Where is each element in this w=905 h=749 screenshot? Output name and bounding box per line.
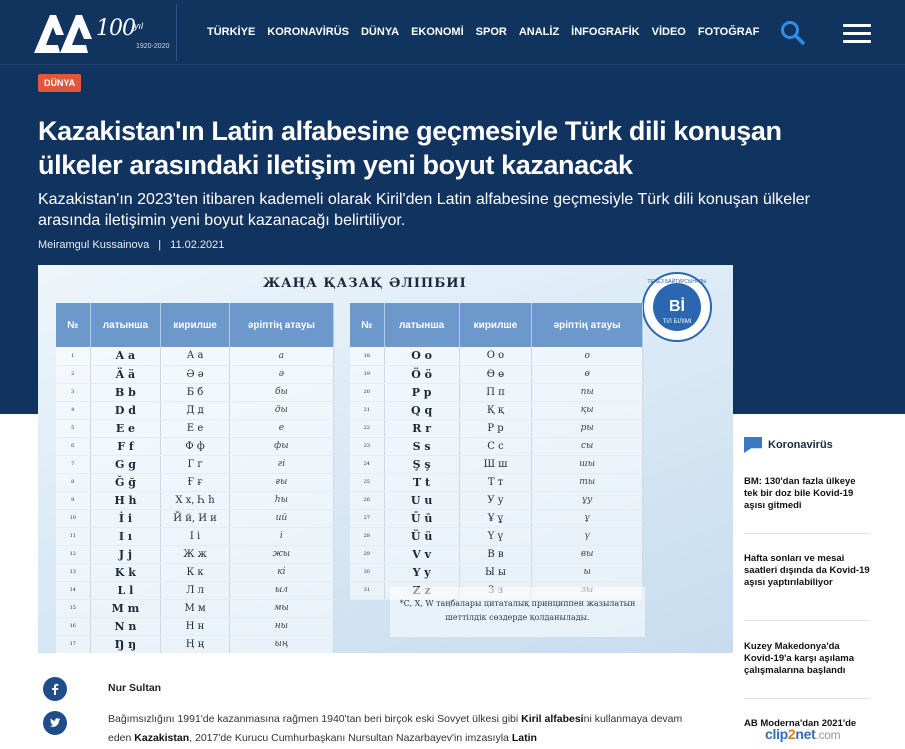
letter-name: сы [532,437,643,455]
letter-name: жы [229,545,333,563]
letter-number: 27 [350,509,384,527]
col-header-letter-name: әріптің атауы [229,303,333,347]
letter-name: ұу [532,491,643,509]
cyrillic-letter: Б б [161,383,229,401]
cyrillic-letter: П п [459,383,532,401]
cyrillic-letter: С с [459,437,532,455]
aa-logo[interactable] [32,11,92,55]
letter-name: ыл [229,581,333,599]
col-header-latin: латынша [90,303,161,347]
letter-name: вы [532,545,643,563]
cyrillic-letter: Қ қ [459,401,532,419]
letter-number: 28 [350,527,384,545]
cyrillic-letter: Й й, И и [161,509,229,527]
search-icon[interactable] [780,20,806,46]
cyrillic-letter: Ұ ұ [459,509,532,527]
table-footnote: *C, X, W таңбалары цитаталық принциппен жазылатын шеттілдік сөздерде қолданылады. [390,587,645,637]
alphabet-row [350,455,643,473]
letter-number: 22 [350,419,384,437]
cyrillic-letter: М м [161,599,229,617]
letter-name: шы [532,455,643,473]
centennial-badge [96,16,176,56]
category-badge[interactable]: DÜNYA [38,74,81,92]
col-header-letter-name: әріптің атауы [532,303,643,347]
centennial-number: 100 [96,16,135,41]
latin-letter: K k [90,563,161,581]
latin-letter: O o [384,347,459,365]
col-header-latin: латынша [384,303,459,347]
cyrillic-letter: Т т [459,473,532,491]
cyrillic-letter: Н н [161,617,229,635]
sidebar-divider [744,698,870,699]
alphabet-row [56,455,334,473]
letter-name: пы [532,383,643,401]
facebook-share-button[interactable] [43,677,67,701]
letter-number: 29 [350,545,384,563]
facebook-icon [49,683,61,695]
letter-number: 23 [350,437,384,455]
letter-name: ий [229,509,333,527]
letter-name: е [229,419,333,437]
seal-center-text: Bİ [669,298,685,315]
letter-name: ны [229,617,333,635]
alphabet-row [56,473,334,491]
letter-name: кі [229,563,333,581]
alphabet-row [56,437,334,455]
latin-letter: I ı [90,527,161,545]
alphabet-row [56,545,334,563]
alphabet-row [350,563,643,581]
letter-name: мы [229,599,333,617]
cyrillic-letter: О о [459,347,532,365]
cyrillic-letter: І і [161,527,229,545]
letter-number: 13 [56,563,90,581]
sidebar-news-item[interactable]: BM: 130'dan fazla ülkeye tek bir doz bile Kovid-19 aşısı gitmedi [744,476,856,511]
letter-number: 14 [56,581,90,599]
latin-letter: E e [90,419,161,437]
alphabet-row [350,473,643,491]
letter-number: 25 [350,473,384,491]
main-menu [207,26,771,38]
latin-letter: A a [90,347,161,365]
article-photo [38,265,733,653]
cyrillic-letter: Ә ә [161,365,229,383]
article-body [108,710,708,748]
latin-letter: R r [384,419,459,437]
nav-link-fotograf[interactable]: FOTOĞRAF [697,26,760,38]
letter-name: ө [532,365,643,383]
nav-link-video[interactable]: VİDEO [651,26,686,38]
latin-letter: Y y [384,563,459,581]
letter-number: 31 [350,581,384,599]
letter-name: ды [229,401,333,419]
sidebar-news-item[interactable]: Hafta sonları ve mesai saatleri dışında da Kovid-19 aşısı yaptırılabiliyor [744,553,870,588]
body-text-segment: Bağımsızlığını 1991'de kazanmasına rağmen 1940'tan beri birçok eski Sovyet ülkesi gibi [108,713,522,725]
sidebar-news-item[interactable]: AB Moderna'dan 2021'de [744,718,857,729]
letter-number: 21 [350,401,384,419]
latin-letter: U u [384,491,459,509]
cyrillic-letter: Ө ө [459,365,532,383]
alphabet-row [56,563,334,581]
letter-name: ұ [532,509,643,527]
body-text-segment: ni kullanmaya devam eden [108,713,683,744]
latin-letter: B b [90,383,161,401]
alphabet-table-right [350,303,643,600]
letter-number: 3 [56,383,90,401]
alphabet-row [56,599,334,617]
letter-name: і [229,527,333,545]
nav-link-koronavirus[interactable]: KORONAVİRÜS [267,26,349,38]
letter-name: гі [229,455,333,473]
alphabet-row [56,617,334,635]
alphabet-row [56,635,334,653]
twitter-share-button[interactable] [43,711,67,735]
cyrillic-letter: Р р [459,419,532,437]
author-name[interactable]: Meiramgul Kussainova [38,239,150,251]
letter-name: һы [229,491,333,509]
centennial-years: 1920-2020 [136,43,170,50]
nav-link-ekonomi[interactable]: EKONOMİ [411,26,464,38]
letter-number: 16 [56,617,90,635]
seal-icon [641,271,713,343]
letter-number: 8 [56,473,90,491]
cyrillic-letter: Ң ң [161,635,229,653]
latin-letter: Ū ū [384,509,459,527]
letter-name: ты [532,473,643,491]
latin-letter: Ö ö [384,365,459,383]
cyrillic-letter: Ү ү [459,527,532,545]
letter-number: 24 [350,455,384,473]
cyrillic-letter: Д д [161,401,229,419]
latin-letter: İ i [90,509,161,527]
byline: Meiramgul Kussainova | 11.02.2021 [38,239,225,251]
top-navigation [0,0,905,65]
letter-number: 6 [56,437,90,455]
cyrillic-letter: Ш ш [459,455,532,473]
clip2net-watermark: clip2net.com [765,726,841,742]
sidebar-divider [744,533,870,534]
letter-name: қы [532,401,643,419]
alphabet-row [350,437,643,455]
alphabet-row [350,509,643,527]
body-bold-term: Kazakistan [134,732,190,744]
cyrillic-letter: Ғ ғ [161,473,229,491]
cyrillic-letter: Г г [161,455,229,473]
cyrillic-letter: Ы ы [459,563,532,581]
letter-name: ә [229,365,333,383]
alphabet-row [56,581,334,599]
latin-letter: V v [384,545,459,563]
col-header-cyrillic: кирилше [161,303,229,347]
letter-name: ү [532,527,643,545]
body-bold-term: Latin [511,732,537,744]
latin-letter: N n [90,617,161,635]
latin-letter: L l [90,581,161,599]
latin-letter: Ŋ ŋ [90,635,161,653]
nav-link-dunya[interactable]: DÜNYA [360,26,400,38]
nav-link-turkiye[interactable]: TÜRKİYE [207,26,256,38]
alphabet-row [350,401,643,419]
letter-number: 11 [56,527,90,545]
latin-letter: P p [384,383,459,401]
nav-link-analiz[interactable]: ANALİZ [518,26,560,38]
cyrillic-letter: А а [161,347,229,365]
alphabet-row [56,527,334,545]
article-lead: Kazakistan'ın 2023'ten itibaren kademeli olarak Kiril'den Latin alfabesine geçmesiyle Türk dili konuşan ülkeler arasında iletişimin yeni boyut kazanacağı belirtiliyor. [38,191,810,229]
cyrillic-letter: Л л [161,581,229,599]
publish-date: 11.02.2021 [170,239,225,251]
latin-letter: S s [384,437,459,455]
letter-number: 17 [56,635,90,653]
latin-letter: Ü ü [384,527,459,545]
latin-letter: Ğ ğ [90,473,161,491]
article-location: Nur Sultan [108,682,162,694]
twitter-icon [49,717,61,729]
cyrillic-letter: У у [459,491,532,509]
letter-number: 12 [56,545,90,563]
letter-number: 20 [350,383,384,401]
letter-number: 30 [350,563,384,581]
letter-name: ың [229,635,333,653]
letter-name: а [229,347,333,365]
cyrillic-letter: К к [161,563,229,581]
body-text-segment: , 2017'de Kurucu Cumhurbaşkanı Nursultan Nazarbayev'in imzasıyla [189,732,512,744]
latin-letter: T t [384,473,459,491]
alphabet-row [56,491,334,509]
latin-letter: M m [90,599,161,617]
letter-name: фы [229,437,333,455]
nav-link-infografik[interactable]: İNFOGRAFİK [571,26,640,38]
latin-letter: H h [90,491,161,509]
alphabet-row [350,419,643,437]
latin-letter: J j [90,545,161,563]
latin-letter: Ä ä [90,365,161,383]
letter-name: о [532,347,643,365]
alphabet-row [56,401,334,419]
centennial-suffix: yıl [134,21,143,31]
letter-number: 5 [56,419,90,437]
letter-number: 4 [56,401,90,419]
hamburger-menu-icon[interactable] [843,24,871,44]
letter-name: ры [532,419,643,437]
seal-bottom-text: ТІЛ БІЛІМІ [662,319,692,325]
article-headline: Kazakistan'ın Latin alfabesine geçmesiyle Türk dili konuşan ülkeler arasındaki iletişim yeni boyut kazanacak [38,116,782,180]
nav-divider [176,4,177,61]
letter-number: 2 [56,365,90,383]
letter-number: 7 [56,455,90,473]
alphabet-row [56,347,334,365]
alphabet-row [56,365,334,383]
letter-name: ғы [229,473,333,491]
letter-number: 26 [350,491,384,509]
cyrillic-letter: Х х, Һ һ [161,491,229,509]
latin-letter: G g [90,455,161,473]
sidebar-news-item[interactable]: Kuzey Makedonya'da Kovid-19'a karşı aşılama çalışmalarına başlandı [744,641,854,676]
col-header-number: № [350,303,384,347]
sidebar-divider [744,620,870,621]
col-header-cyrillic: кирилше [459,303,532,347]
alphabet-row [350,527,643,545]
letter-number: 1 [56,347,90,365]
alphabet-row [56,419,334,437]
letter-name: бы [229,383,333,401]
alphabet-row [350,491,643,509]
latin-letter: Q q [384,401,459,419]
alphabet-row [350,365,643,383]
seal-top-text: ТЕҢЕЗ БАЙТҰРСЫНҰЛЫ [647,279,707,285]
body-bold-term: Kiril alfabesi [521,713,584,725]
nav-link-spor[interactable]: SPOR [475,26,507,38]
latin-letter: D d [90,401,161,419]
cyrillic-letter: Ф ф [161,437,229,455]
alphabet-row [56,509,334,527]
sidebar-section-title[interactable] [744,437,833,453]
letter-number: 10 [56,509,90,527]
sidebar-title-label: Koronavirüs [768,439,833,451]
letter-number: 18 [350,347,384,365]
cyrillic-letter: Е е [161,419,229,437]
letter-name: ы [532,563,643,581]
col-header-number: № [56,303,90,347]
photo-title: ЖАҢА ҚАЗАҚ ӘЛІПБИІ [263,276,467,291]
cyrillic-letter: Ж ж [161,545,229,563]
letter-number: 15 [56,599,90,617]
speech-bubble-icon [744,437,762,453]
cyrillic-letter: В в [459,545,532,563]
alphabet-table-left [56,303,334,653]
letter-number: 19 [350,365,384,383]
latin-letter: F f [90,437,161,455]
latin-letter: Ş ş [384,455,459,473]
alphabet-row [350,545,643,563]
letter-number: 9 [56,491,90,509]
alphabet-row [350,383,643,401]
alphabet-row [350,347,643,365]
alphabet-row [56,383,334,401]
